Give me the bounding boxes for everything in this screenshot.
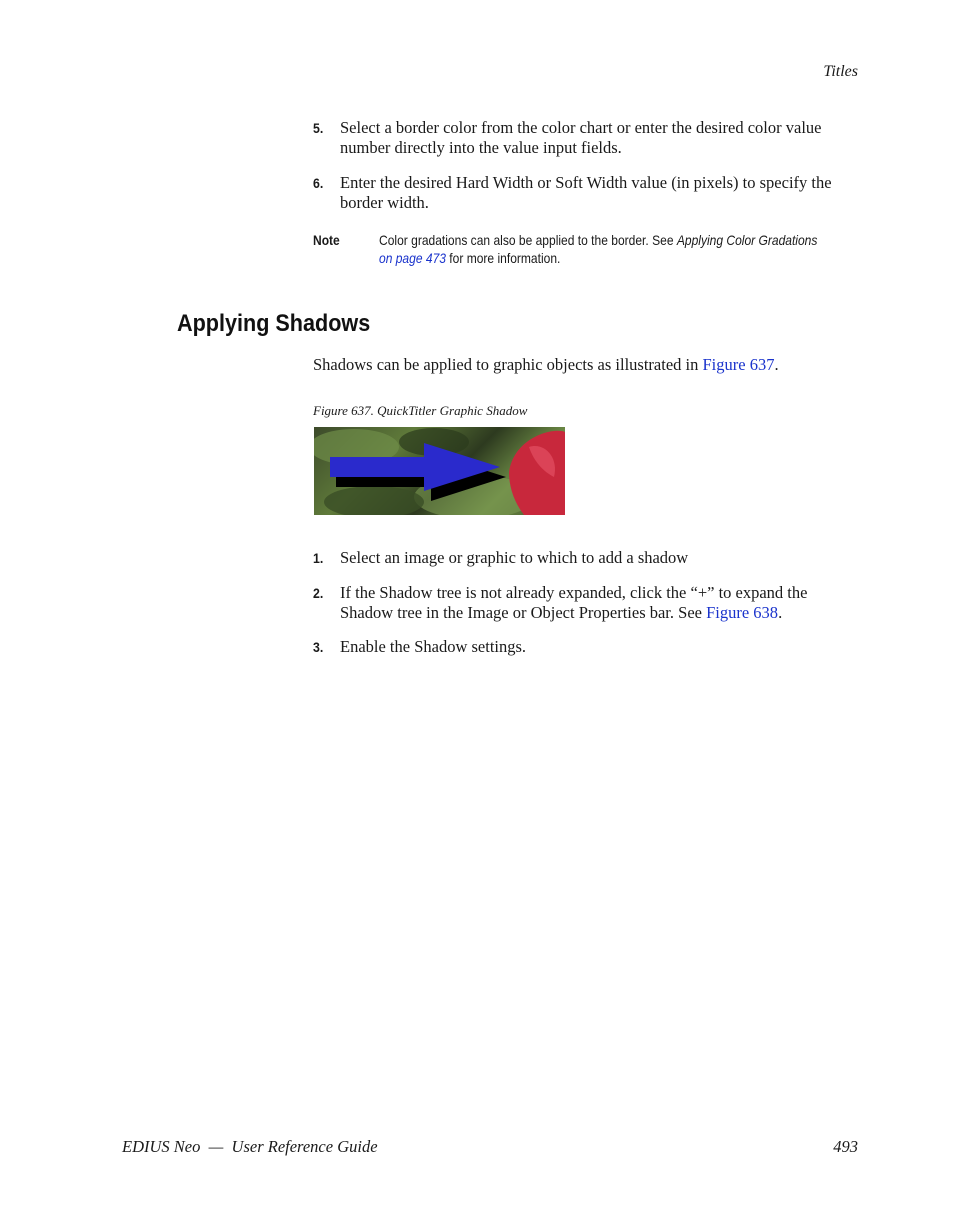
note-text: Color gradations can also be applied to the border. See Applying Color Gradations on page 473 for more information. — [379, 232, 818, 266]
running-header: Titles — [823, 63, 858, 80]
note-label: Note — [313, 232, 340, 248]
step-number: 3. — [313, 639, 324, 655]
section-intro: Shadows can be applied to graphic objects as illustrated in Figure 637. — [313, 355, 779, 374]
step-2 — [313, 583, 863, 622]
step-text: Enter the desired Hard Width or Soft Width value (in pixels) to specify the border width. — [340, 173, 832, 212]
step-number: 5. — [313, 120, 324, 136]
note-reference: Applying Color Gradations — [676, 232, 818, 248]
step-5 — [313, 118, 863, 157]
step-text: If the Shadow tree is not already expanded, click the “+” to expand the Shadow tree in the Image or Object Properties bar. See Figure 638. — [340, 583, 808, 622]
step-number: 2. — [313, 585, 324, 601]
step-1 — [313, 548, 863, 568]
step-6 — [313, 173, 863, 212]
figure-image — [314, 427, 565, 515]
step-number: 6. — [313, 175, 324, 191]
figure-638-link[interactable]: Figure 638 — [706, 602, 779, 622]
note-page-link[interactable]: on page 473 — [379, 250, 446, 266]
footer-title: EDIUS Neo — User Reference Guide — [122, 1137, 378, 1156]
page-number: 493 — [833, 1137, 858, 1156]
shadow-arrow-illustration — [314, 427, 565, 515]
step-3 — [313, 637, 863, 657]
note-block — [313, 231, 843, 267]
flower-shape — [509, 431, 565, 515]
figure-caption: Figure 637. QuickTitler Graphic Shadow — [313, 403, 528, 418]
section-heading: Applying Shadows — [177, 310, 371, 337]
step-number: 1. — [313, 550, 324, 566]
figure-637-link[interactable]: Figure 637 — [702, 355, 775, 374]
step-text: Select an image or graphic to which to add a shadow — [340, 548, 689, 567]
step-text: Enable the Shadow settings. — [340, 637, 527, 656]
step-text: Select a border color from the color chart or enter the desired color value number directly into the value input fields. — [340, 118, 822, 157]
